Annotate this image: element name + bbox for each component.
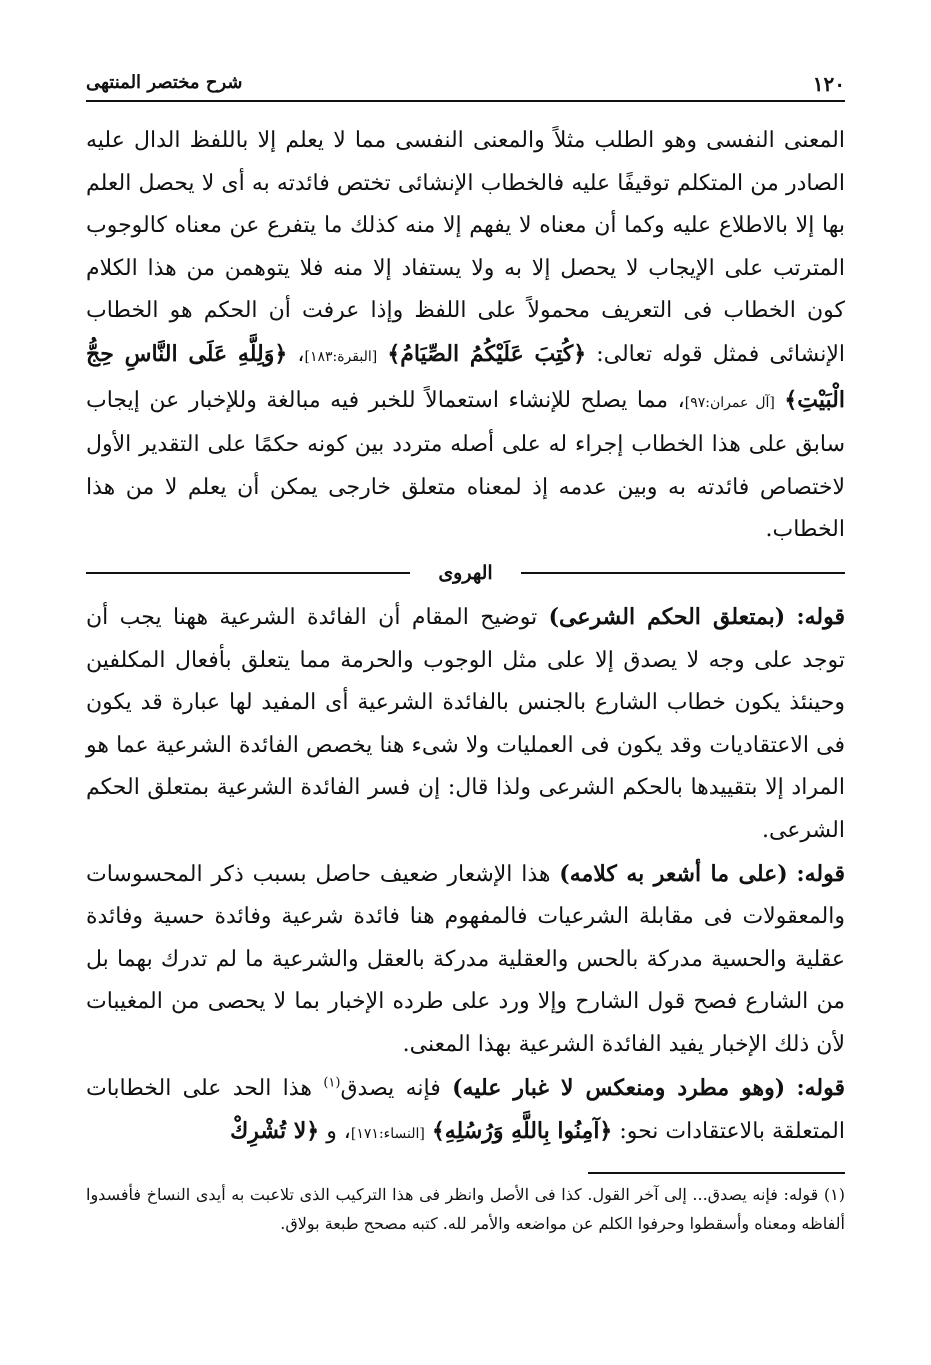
gloss-text: فإنه يصدق (340, 1075, 441, 1101)
running-header (86, 62, 845, 102)
quran-verse: ﴿وَلِلَّهِ عَلَى النَّاسِ حِجُّ الْبَيْتِ﴾ (86, 340, 845, 413)
commentary-text (86, 120, 845, 552)
separator-line (521, 572, 845, 574)
section-separator (86, 558, 845, 588)
gloss-paragraph (86, 853, 845, 1067)
footnote: (١) قوله: فإنه يصدق... إلى آخر القول. كذا فى الأصل وانظر فى هذا التركيب الذى تلاعبت به أيدى النساخ فأفسدوا ألفاظه ومعناه وأسقطوا وحرفوا الكلم عن مواضعه والأمر لله. كتبه مصحح طبعة بولاق. (86, 1185, 845, 1233)
page-number: ١٢٠ (812, 72, 845, 96)
commentary-paragraph (86, 120, 845, 552)
header-rule (86, 100, 845, 102)
gloss-text: هذا الإشعار ضعيف حاصل بسبب ذكر المحسوسات والمعقولات فى مقابلة الشرعيات فالمفهوم هنا فائدة شرعية وفائدة حسية وفائدة عقلية والحسية مدركة بالحس والعقلية مدركة بالعقل والشرعية ما لم تدرك بهما بل من الشارع فصح قول الشارح وإلا ورد على طرده الإخبار بما لا يحصى من المغيبات لأن ذلك الإخبار يفيد الفائدة الشرعية بهذا المعنى. (86, 861, 845, 1057)
footnote-marker[interactable]: (١) (323, 1075, 341, 1091)
gloss-text: هذا الحد على الخطابات المتعلقة بالاعتقادات نحو: (86, 1075, 845, 1145)
commentary-text-2: ، مما يصلح للإنشاء استعمالاً للخبر فيه مبالغة وللإخبار عن إيجاب سابق على هذا الخطاب إجراء له على أصله متردد بين كونه حكمًا على التقدير الأول لاختصاص فائدته به وبين عدمه إذ لمعناه متعلق خارجى يمكن أن يعلم لا من هذا الخطاب. (86, 387, 845, 543)
separator: ، (297, 341, 305, 367)
gloss-lead: قوله: (796, 860, 845, 887)
gloss-text: ، و (326, 1119, 351, 1145)
footnote-rule (588, 1172, 845, 1174)
gloss-lemma: (بمتعلق الحكم الشرعى) (548, 604, 786, 630)
quran-verse: ﴿كُتِبَ عَلَيْكُمُ الصِّيَامُ﴾ (387, 340, 587, 367)
gloss-lemma: (وهو مطرد ومنعكس لا غبار عليه) (452, 1074, 786, 1101)
book-title: شرح مختصر المنتهى (86, 72, 243, 93)
quran-verse: ﴿آمِنُوا بِاللَّهِ وَرُسُلِهِ﴾ (431, 1118, 613, 1145)
gloss-paragraph (86, 596, 845, 853)
gloss-paragraph (86, 1067, 845, 1156)
commentary-text-1: المعنى النفسى وهو الطلب مثلاً والمعنى النفسى مما لا يعلم إلا باللفظ الدال عليه الصادر من المتكلم توقيفًا عليه فالخطاب الإنشائى تختص فائدته به أى لا يحصل العلم بها إلا بالاطلاع عليه وكما أن معناه لا يفهم إلا منه كذلك ما يتفرع عن معناه كالوجوب المترتب على الإيجاب لا يحصل إلا به ولا يستفاد إلا منه فلا يتوهمن من هذا الكلام كون الخطاب فى التعريف محمولاً على اللفظ وإذا عرفت أن الحكم هو الخطاب الإنشائى فمثل قوله تعالى: (86, 128, 845, 367)
verse-reference: [النساء:١٧١] (350, 1126, 425, 1143)
gloss-lemma: (على ما أشعر به كلامه) (559, 860, 788, 887)
verse-reference: [آل عمران:٩٧] (684, 394, 775, 411)
verse-reference: [البقرة:١٨٣] (304, 348, 378, 365)
separator-line (86, 572, 410, 574)
gloss-lead: قوله: (796, 1074, 845, 1101)
gloss-text: توضيح المقام أن الفائدة الشرعية ههنا يجب أن توجد على وجه لا يصدق إلا على مثل الوجوب والحرمة مما يتعلق بأفعال المكلفين وحينئذ يكون خطاب الشارع بالجنس بالفائدة الشرعية أى المفيد لها عبارة قد يكون فى الاعتقاديات وقد يكون فى العمليات ولا شىء هنا يخصص الفائدة الشرعية عما هو المراد إلا بتقييدها بالحكم الشرعى ولذا قال: إن فسر الفائدة الشرعية بمتعلق الحكم الشرعى. (86, 605, 845, 843)
section-label: الهروى (438, 562, 493, 584)
gloss-lead: قوله: (796, 604, 846, 630)
hashiya-text (86, 596, 845, 1156)
quran-verse: ﴿لا تُشْرِكْ (230, 1118, 320, 1145)
